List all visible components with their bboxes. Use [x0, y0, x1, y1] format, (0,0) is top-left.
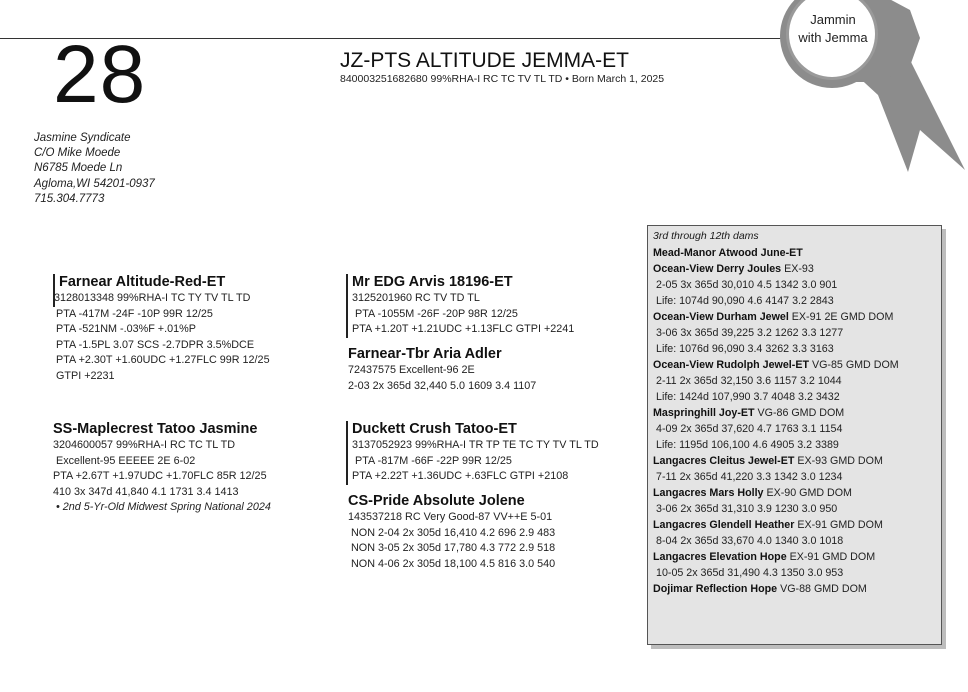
ribbon-line-1: Jammin: [810, 12, 856, 27]
dam-ancestor-name: Ocean-View Derry Joules: [653, 262, 782, 275]
dam-ancestor-name: Langacres Glendell Heather: [653, 518, 795, 531]
dam-dam-name: CS-Pride Absolute Jolene: [348, 493, 525, 509]
sire-name: Farnear Altitude-Red-ET: [59, 274, 226, 290]
dam-ancestor-detail: EX-91 GMD DOM: [786, 550, 876, 563]
dam-ancestor-name: Ocean-View Rudolph Jewel-ET: [653, 358, 809, 371]
dam-block: [53, 421, 271, 516]
dam-ancestor-record-row: [653, 533, 941, 549]
sire-sire-bracket: [346, 274, 574, 338]
dam-ancestor-detail: EX-91 GMD DOM: [794, 518, 883, 531]
dam-ancestor-detail: EX-90 GMD DOM: [763, 486, 852, 499]
animal-details: 840003251682680 99%RHA-I RC TC TV TL TD • Born March 1, 2025: [340, 73, 665, 85]
dam-ancestor-name-row: [653, 485, 941, 501]
sire-dam-name: Farnear-Tbr Aria Adler: [348, 346, 502, 362]
dam-ancestor-record-row: [653, 469, 941, 485]
dam-ancestor-record-row: [653, 341, 941, 357]
dam-sire-name: Duckett Crush Tatoo-ET: [352, 421, 517, 437]
dam-ancestor-name-row: [653, 517, 941, 533]
consignor-info: [34, 131, 254, 207]
dam-ancestor-detail: VG-86 GMD DOM: [754, 406, 845, 419]
ancestor-dams-box: [647, 225, 942, 645]
dam-sire-line: PTA -817M -66F -22P 99R 12/25: [355, 454, 512, 467]
dam-ancestor-detail: 3-06 3x 365d 39,225 3.2 1262 3.3 1277: [656, 326, 844, 339]
dam-ancestor-record-row: [653, 373, 941, 389]
sire-dam-line: 72437575 Excellent-96 2E: [348, 364, 475, 376]
dam-ancestor-name: Langacres Mars Holly: [653, 486, 764, 499]
dams-box-header: 3rd through 12th dams: [653, 230, 759, 242]
dam-ancestor-detail: EX-93: [781, 262, 814, 275]
sire-sire-line: PTA +1.20T +1.21UDC +1.13FLC GTPI +2241: [352, 323, 575, 335]
dam-ancestor-detail: 2-11 2x 365d 32,150 3.6 1157 3.2 1044: [656, 374, 842, 387]
dam-sire-block: [346, 421, 599, 485]
dam-dam-block: [348, 493, 555, 572]
dam-ancestor-name-row: [653, 405, 941, 421]
dam-ancestor-record-row: [653, 421, 941, 437]
dam-ancestor-detail: Life: 1076d 96,090 3.4 3262 3.3 3163: [656, 342, 834, 355]
dam-ancestor-record-row: [653, 501, 941, 517]
sire-sire-block: [346, 274, 574, 338]
dam-ancestor-detail: EX-91 2E GMD DOM: [788, 310, 894, 323]
sire-line: PTA +2.30T +1.60UDC +1.27FLC 99R 12/25: [56, 354, 270, 366]
dam-ancestor-detail: 8-04 2x 365d 33,670 4.0 1340 3.0 1018: [656, 534, 844, 547]
dam-ancestor-name-row: [653, 453, 941, 469]
dam-ancestor-detail: EX-93 GMD DOM: [794, 454, 883, 467]
dam-ancestor-detail: Life: 1424d 107,990 3.7 4048 3.2 3432: [656, 390, 840, 403]
dam-ancestor-detail: 10-05 2x 365d 31,490 4.3 1350 3.0 953: [656, 566, 844, 579]
dam-dam-line: NON 2-04 2x 305d 16,410 4.2 696 2.9 483: [351, 526, 556, 539]
ribbon-line-2: with Jemma: [798, 30, 868, 45]
sire-dam-block: [348, 346, 536, 394]
sire-dam-line: 2-03 2x 365d 32,440 5.0 1609 3.4 1107: [348, 379, 537, 392]
dam-ancestor-detail: VG-85 GMD DOM: [809, 358, 899, 371]
sire-sire-line: 3125201960 RC TV TD TL: [352, 292, 480, 304]
dam-ancestor-name-row: [653, 549, 941, 565]
dam-name: SS-Maplecrest Tatoo Jasmine: [53, 421, 258, 437]
dam-ancestor-name: Langacres Elevation Hope: [653, 550, 787, 563]
dam-ancestor-name-row: [653, 261, 941, 277]
sire-line: 3128013348 99%RHA-I TC TY TV TL TD: [54, 292, 251, 304]
dam-ancestor-detail: Life: 1074d 90,090 4.6 4147 3.2 2843: [656, 294, 834, 307]
dam-note: • 2nd 5-Yr-Old Midwest Spring National 2024: [56, 501, 271, 513]
dam-ancestor-name: Maspringhill Joy-ET: [653, 406, 755, 419]
sire-line: PTA -521NM -.03%F +.01%P: [56, 323, 196, 335]
dam-line: Excellent-95 EEEEE 2E 6-02: [56, 454, 196, 467]
dam-sire-line: 3137052923 99%RHA-I TR TP TE TC TY TV TL TD: [352, 439, 599, 451]
dam-ancestor-record-row: [653, 565, 941, 581]
consignor-line: 715.304.7773: [34, 192, 105, 205]
dam-ancestor-name-row: [653, 245, 941, 261]
dams-list: [653, 245, 941, 597]
dam-line: PTA +2.67T +1.97UDC +1.70FLC 85R 12/25: [53, 470, 267, 482]
ribbon-label: [778, 11, 888, 47]
dam-line: 3204600057 99%RHA-I RC TC TL TD: [53, 439, 236, 451]
dam-ancestor-name-row: [653, 357, 941, 373]
lot-number: 28: [53, 29, 147, 120]
dam-ancestor-name: Dojimar Reflection Hope: [653, 582, 778, 595]
dam-ancestor-detail: 3-06 2x 365d 31,310 3.9 1230 3.0 950: [656, 502, 838, 515]
sire-line: PTA -417M -24F -10P 99R 12/25: [56, 307, 213, 320]
sire-sire-line: PTA -1055M -26F -20P 98R 12/25: [355, 307, 518, 320]
dam-ancestor-name: Langacres Cleitus Jewel-ET: [653, 454, 795, 467]
dam-ancestor-record-row: [653, 293, 941, 309]
dam-sire-bracket: [346, 421, 599, 485]
dam-ancestor-detail: 7-11 2x 365d 41,220 3.3 1342 3.0 1234: [656, 470, 843, 483]
dam-ancestor-name: Mead-Manor Atwood June-ET: [653, 246, 803, 259]
dam-ancestor-detail: Life: 1195d 106,100 4.6 4905 3.2 3389: [656, 438, 839, 451]
consignor-line: Agloma,WI 54201-0937: [34, 177, 155, 190]
dam-ancestor-name: Ocean-View Durham Jewel: [653, 310, 789, 323]
dam-sire-line: PTA +2.22T +1.36UDC +.63FLC GTPI +2108: [352, 470, 569, 482]
dam-dam-line: NON 3-05 2x 305d 17,780 4.3 772 2.9 518: [351, 542, 556, 554]
sire-line: GTPI +2231: [56, 369, 115, 382]
dam-ancestor-name-row: [653, 309, 941, 325]
sire-sire-name: Mr EDG Arvis 18196-ET: [352, 274, 513, 290]
sire-block: [53, 274, 270, 384]
consignor-line: C/O Mike Moede: [34, 147, 121, 160]
dam-ancestor-detail: 2-05 3x 365d 30,010 4.5 1342 3.0 901: [656, 278, 838, 291]
dam-ancestor-record-row: [653, 277, 941, 293]
dam-dam-line: NON 4-06 2x 305d 18,100 4.5 816 3.0 540: [351, 557, 556, 570]
dam-ancestor-record-row: [653, 325, 941, 341]
dam-ancestor-record-row: [653, 389, 941, 405]
dam-line: 410 3x 347d 41,840 4.1 1731 3.4 1413: [53, 485, 239, 498]
dam-ancestor-detail: 4-09 2x 365d 37,620 4.7 1763 3.1 1154: [656, 422, 843, 435]
dam-ancestor-record-row: [653, 437, 941, 453]
consignor-line: Jasmine Syndicate: [34, 132, 131, 144]
sire-line: PTA -1.5PL 3.07 SCS -2.7DPR 3.5%DCE: [56, 338, 255, 351]
animal-name: JZ-PTS ALTITUDE JEMMA-ET: [340, 49, 629, 72]
consignor-line: N6785 Moede Ln: [34, 162, 123, 175]
sire-bracket: [53, 274, 270, 307]
dam-ancestor-name-row: [653, 581, 941, 597]
dam-dam-line: 143537218 RC Very Good-87 VV++E 5-01: [348, 511, 553, 523]
dam-ancestor-detail: VG-88 GMD DOM: [777, 582, 867, 595]
